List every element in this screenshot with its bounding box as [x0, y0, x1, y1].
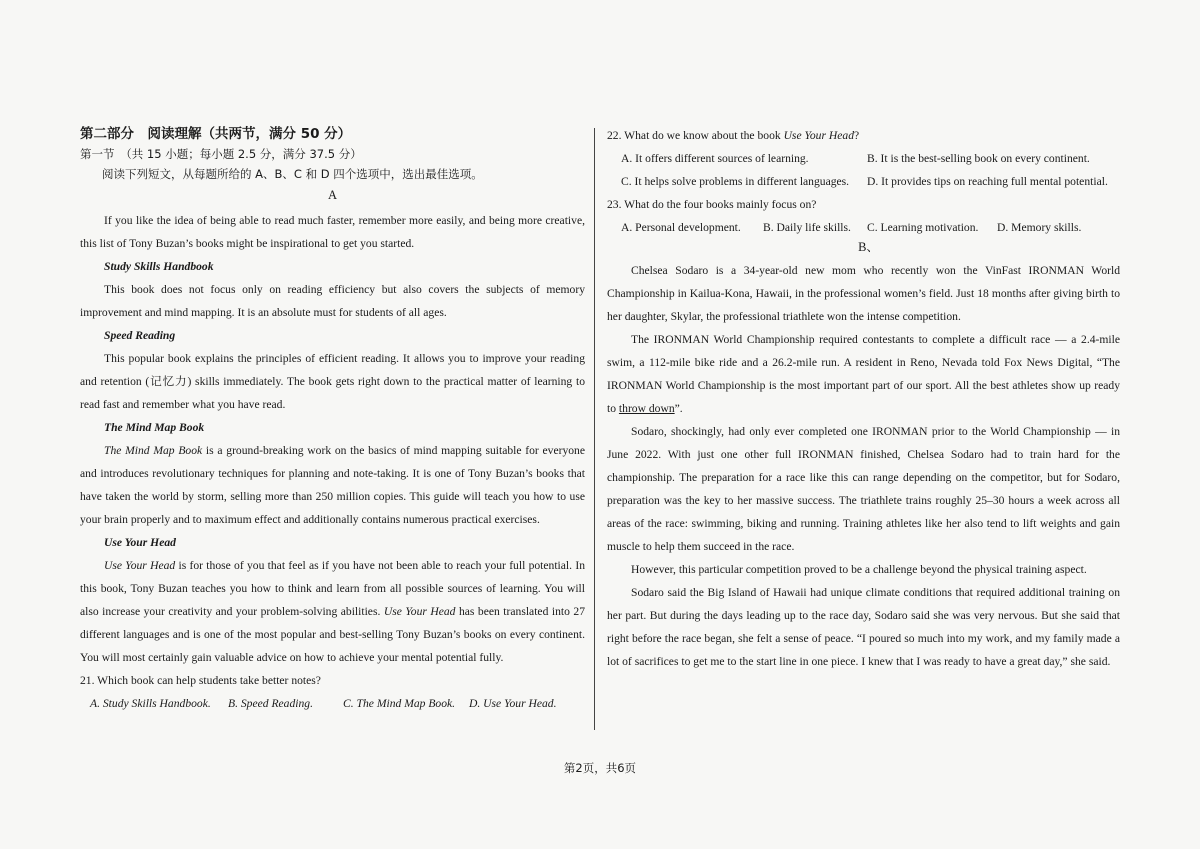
book3-title: The Mind Map Book	[104, 421, 205, 434]
passage-b-p3: Sodaro, shockingly, had only ever completed one IRONMAN prior to the World Championship — in June 2022. With just one other full IRONMAN finished, Chelsea Sodaro had to train hard for the championship. The preparation for a race like this can range depending on the competitor, but for Sodaro, preparation was the key to her massive success. The triathlete trains roughly 25–30 hours a week across all areas of the race: swimming, biking and running. Training athletes like her also tend to lift weights and gain muscle to help them succeed in the race.	[607, 425, 1120, 553]
passage-b-p1: Chelsea Sodaro is a 34-year-old new mom who recently won the VinFast IRONMAN World Championship in Kailua-Kona, Hawaii, in the professional women’s field. Just 18 months after giving birth to her daughter, Skylar, the professional triathlete won the intense competition.	[607, 264, 1120, 323]
book4-lead2: Use Your Head	[383, 605, 456, 618]
passage-b-p4: However, this particular competition proved to be a challenge beyond the physical training aspect.	[631, 563, 1087, 576]
page-number: 第2页，共6页	[563, 761, 637, 775]
book3-paragraph	[80, 439, 585, 531]
q22-option-a[interactable]: A. It offers different sources of learning.	[621, 152, 809, 165]
section-title: 第一节 （共 15 小题；每小题 2.5 分，满分 37.5 分）	[80, 147, 362, 161]
q23-option-c[interactable]: C. Learning motivation.	[867, 221, 979, 234]
q22-text: 22. What do we know about the book	[607, 129, 784, 142]
book4-title: Use Your Head	[104, 536, 176, 549]
book1-title: Study Skills Handbook	[104, 260, 214, 273]
instruction: 阅读下列短文，从每题所给的 A、B、C 和 D 四个选项中，选出最佳选项。	[102, 167, 483, 181]
passage-a-label: A	[327, 188, 338, 202]
book2-title: Speed Reading	[104, 329, 176, 342]
q22-option-c[interactable]: C. It helps solve problems in different languages.	[621, 175, 850, 188]
q21-option-a[interactable]: A. Study Skills Handbook.	[90, 697, 211, 710]
book4-lead: Use Your Head	[104, 559, 176, 572]
left-column	[80, 124, 585, 715]
passage-b-label: B、	[858, 240, 879, 254]
part-title: 第二部分 阅读理解（共两节，满分 50 分）	[80, 126, 352, 142]
q23-option-d[interactable]: D. Memory skills.	[997, 221, 1082, 234]
q21-option-c[interactable]: C. The Mind Map Book.	[343, 697, 456, 710]
p2-text-b: ”.	[674, 402, 683, 415]
q22-mark: ?	[854, 129, 860, 142]
right-column	[607, 124, 1120, 673]
q21-option-d[interactable]: D. Use Your Head.	[469, 697, 557, 710]
passage-b-p5: Sodaro said the Big Island of Hawaii had unique climate conditions that required additional training on her part. But during the days leading up to the race day, Sodaro said she was very nervous. But she said that right before the race began, she felt a sense of peace. “I poured so much into my work, and my family made a lot of sacrifices to get me to the start line in one piece. I knew that I was ready to have a great day,” she said.	[607, 586, 1120, 668]
book1-text: This book does not focus only on reading efficiency but also covers the subjects of memory improvement and mind mapping. It is an absolute must for students of all ages.	[80, 283, 585, 319]
q23-option-b[interactable]: B. Daily life skills.	[763, 221, 851, 234]
book3-lead: The Mind Map Book	[104, 444, 203, 457]
question-21: 21. Which book can help students take better notes?	[80, 674, 321, 687]
question-23: 23. What do the four books mainly focus on?	[607, 198, 817, 211]
question-23-options	[607, 216, 1120, 239]
book4-text2: has been translated into 27 different languages and is one of the most popular and best-selling Tony Buzan’s books on every continent. You will most certainly gain valuable advice on how to achieve your mental potential fully.	[80, 605, 585, 664]
p2-text-a: The IRONMAN World Championship required contestants to complete a difficult race — a 2.4-mile swim, a 112-mile bike ride and a 26.2-mile run. A resident in Reno, Nevada told Fox News Digital, “The IRONMAN World Championship is the most important part of our sport. All the best athletes show up ready to	[607, 333, 1120, 415]
book4-paragraph	[80, 554, 585, 669]
book2-text: This popular book explains the principles of efficient reading. It allows you to improve your reading and retention (记忆力) skills immediately. The book gets right down to the practical matter of learning to read fast and remember what you have read.	[80, 352, 585, 411]
book3-text: is a ground-breaking work on the basics of mind mapping suitable for everyone and introduces revolutionary techniques for planning and note-taking. It is one of Tony Buzan’s books that have taken the world by storm, selling more than 250 million copies. This guide will teach you how to use your brain properly and to maximum effect and additionally contains numerous practical exercises.	[80, 444, 585, 526]
book4-text1: is for those of you that feel as if you have not been able to reach your full potential. In this book, Tony Buzan teaches you how to think and learn from all possible sources of learning. You will also increase your creativity and your problem-solving abilities.	[80, 559, 585, 618]
passage-a-intro: If you like the idea of being able to read much faster, remember more easily, and being more creative, this list of Tony Buzan’s books might be inspirational to get you started.	[80, 214, 585, 250]
p2-underlined-phrase: throw down	[618, 402, 675, 415]
q23-option-a[interactable]: A. Personal development.	[621, 221, 741, 234]
column-divider	[594, 128, 595, 730]
q22-option-b[interactable]: B. It is the best-selling book on every continent.	[867, 152, 1090, 165]
question-22-options	[607, 147, 1120, 193]
passage-b-p2	[607, 328, 1120, 420]
question-22	[607, 124, 1120, 147]
question-21-options	[80, 692, 585, 715]
q21-option-b[interactable]: B. Speed Reading.	[228, 697, 313, 710]
q22-book-title: Use Your Head	[783, 129, 854, 142]
q22-option-d[interactable]: D. It provides tips on reaching full mental potential.	[867, 175, 1108, 188]
